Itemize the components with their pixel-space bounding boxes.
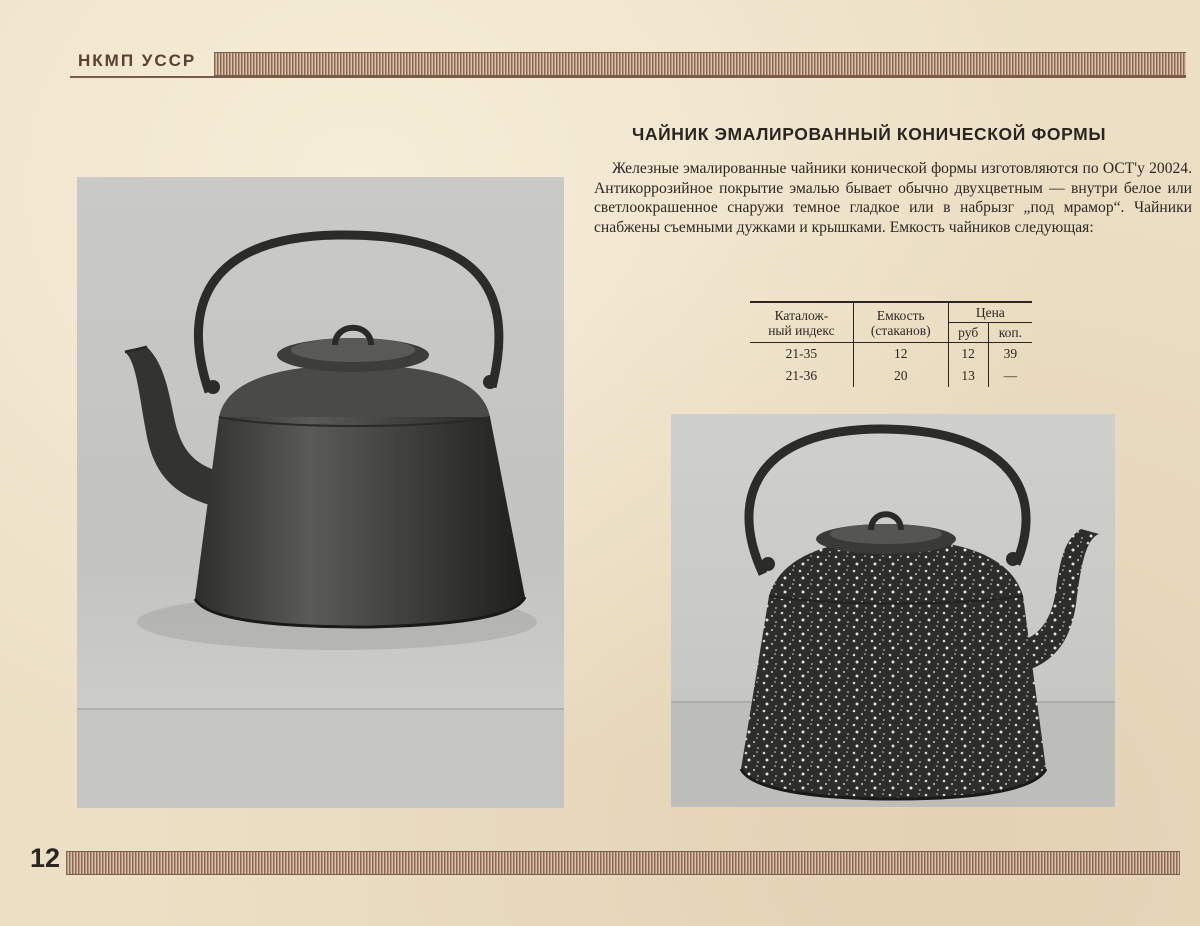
kettle-marbled-illustration	[671, 414, 1115, 807]
col-header-rub: руб	[948, 323, 988, 343]
cell-kop: —	[988, 365, 1032, 387]
kettle-photo-marbled	[671, 414, 1115, 807]
cell-rub: 12	[948, 343, 988, 366]
cell-rub: 13	[948, 365, 988, 387]
header-hatch-bar	[214, 52, 1186, 76]
cell-kop: 39	[988, 343, 1032, 366]
header-label: НКМП УССР	[78, 51, 197, 70]
footer-hatch-bar	[66, 851, 1180, 875]
col-header-price: Цена	[948, 302, 1032, 323]
description-paragraph: Железные эмалированные чайники конической формы изготовляются по ОСТ'у 20024. Антикоррозийное покрытие эмалью бывает обычно двухцветным — внутри белое или светлоокрашенное снаружи темное гладкое или в набрызг „под мрамор“. Чайники снабжены съемными дужками и крышками. Емкость чайников следующая:	[594, 160, 1192, 236]
col-header-catalog: Каталож- ный индекс	[768, 307, 835, 338]
page-number: 12	[30, 843, 61, 873]
table-row	[750, 365, 1032, 387]
col-header-capacity: Емкость (стаканов)	[853, 302, 948, 343]
cell-catalog: 21-35	[785, 346, 818, 361]
kettle-smooth-illustration	[77, 177, 564, 808]
col-header-kop: коп.	[988, 323, 1032, 343]
page-title: ЧАЙНИК ЭМАЛИРОВАННЫЙ КОНИЧЕСКОЙ ФОРМЫ	[632, 124, 1107, 144]
cell-capacity: 12	[853, 343, 948, 366]
capacity-price-table	[750, 301, 1032, 387]
header-rule	[70, 76, 1186, 78]
cell-catalog: 21-36	[785, 368, 818, 383]
kettle-photo-smooth	[77, 177, 564, 808]
table-row	[750, 343, 1032, 366]
cell-capacity: 20	[853, 365, 948, 387]
